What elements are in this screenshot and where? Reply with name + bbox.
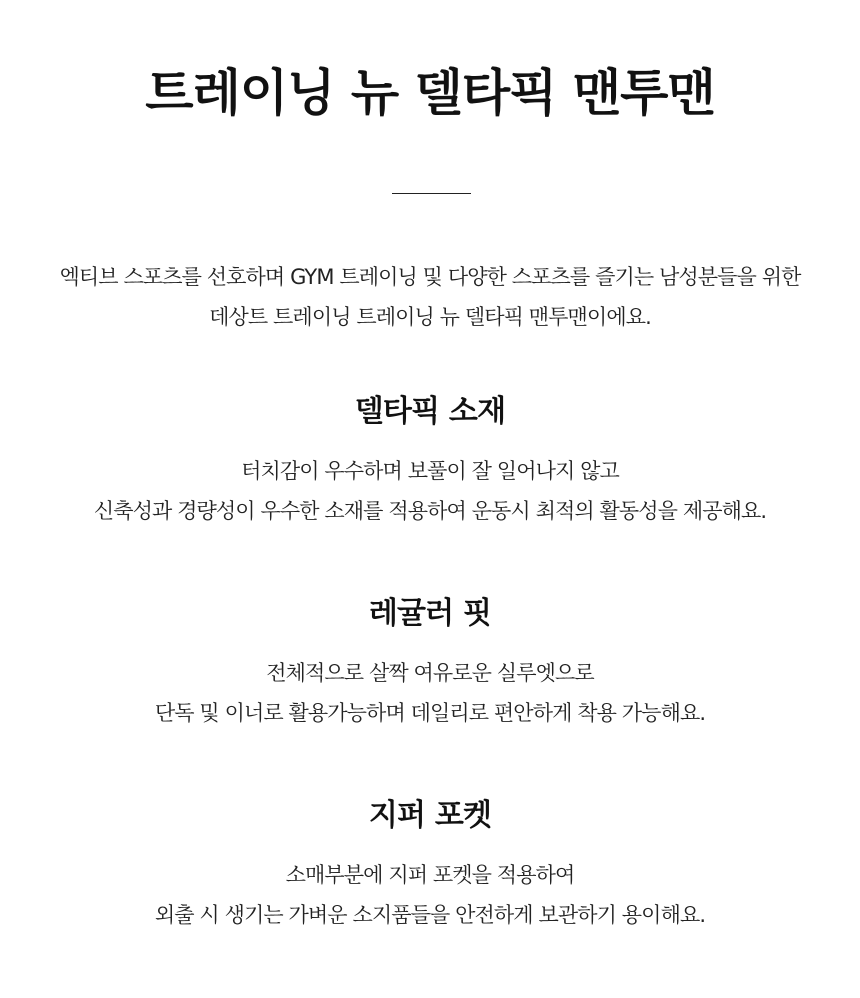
description-line: 터치감이 우수하며 보풀이 잘 일어나지 않고 bbox=[241, 459, 619, 483]
section-heading: 지퍼 포켓 bbox=[368, 798, 492, 833]
page-title: 트레이닝 뉴 델타픽 맨투맨 bbox=[145, 64, 715, 122]
feature-section-material bbox=[0, 392, 860, 531]
description-line: 외출 시 생기는 가벼운 소지품들을 안전하게 보관하기 용이해요. bbox=[154, 903, 706, 927]
intro-paragraph bbox=[0, 257, 860, 337]
section-description bbox=[0, 451, 860, 531]
title-divider bbox=[392, 193, 471, 194]
section-heading: 델타픽 소재 bbox=[354, 394, 506, 429]
feature-section-fit bbox=[0, 594, 860, 733]
description-line: 신축성과 경량성이 우수한 소재를 적용하여 운동시 최적의 활동성을 제공해요. bbox=[93, 499, 767, 523]
section-heading: 레귤러 핏 bbox=[368, 596, 492, 631]
intro-line: 엑티브 스포츠를 선호하며 GYM 트레이닝 및 다양한 스포츠를 즐기는 남성분들을 위한 bbox=[59, 265, 801, 289]
description-line: 소매부분에 지퍼 포켓을 적용하여 bbox=[285, 863, 575, 887]
description-line: 단독 및 이너로 활용가능하며 데일리로 편안하게 착용 가능해요. bbox=[154, 701, 706, 725]
section-description bbox=[0, 653, 860, 733]
feature-section-pocket bbox=[0, 796, 860, 935]
intro-line: 데상트 트레이닝 트레이닝 뉴 델타픽 맨투맨이에요. bbox=[209, 305, 651, 329]
section-description bbox=[0, 855, 860, 935]
description-line: 전체적으로 살짝 여유로운 실루엣으로 bbox=[266, 661, 594, 685]
